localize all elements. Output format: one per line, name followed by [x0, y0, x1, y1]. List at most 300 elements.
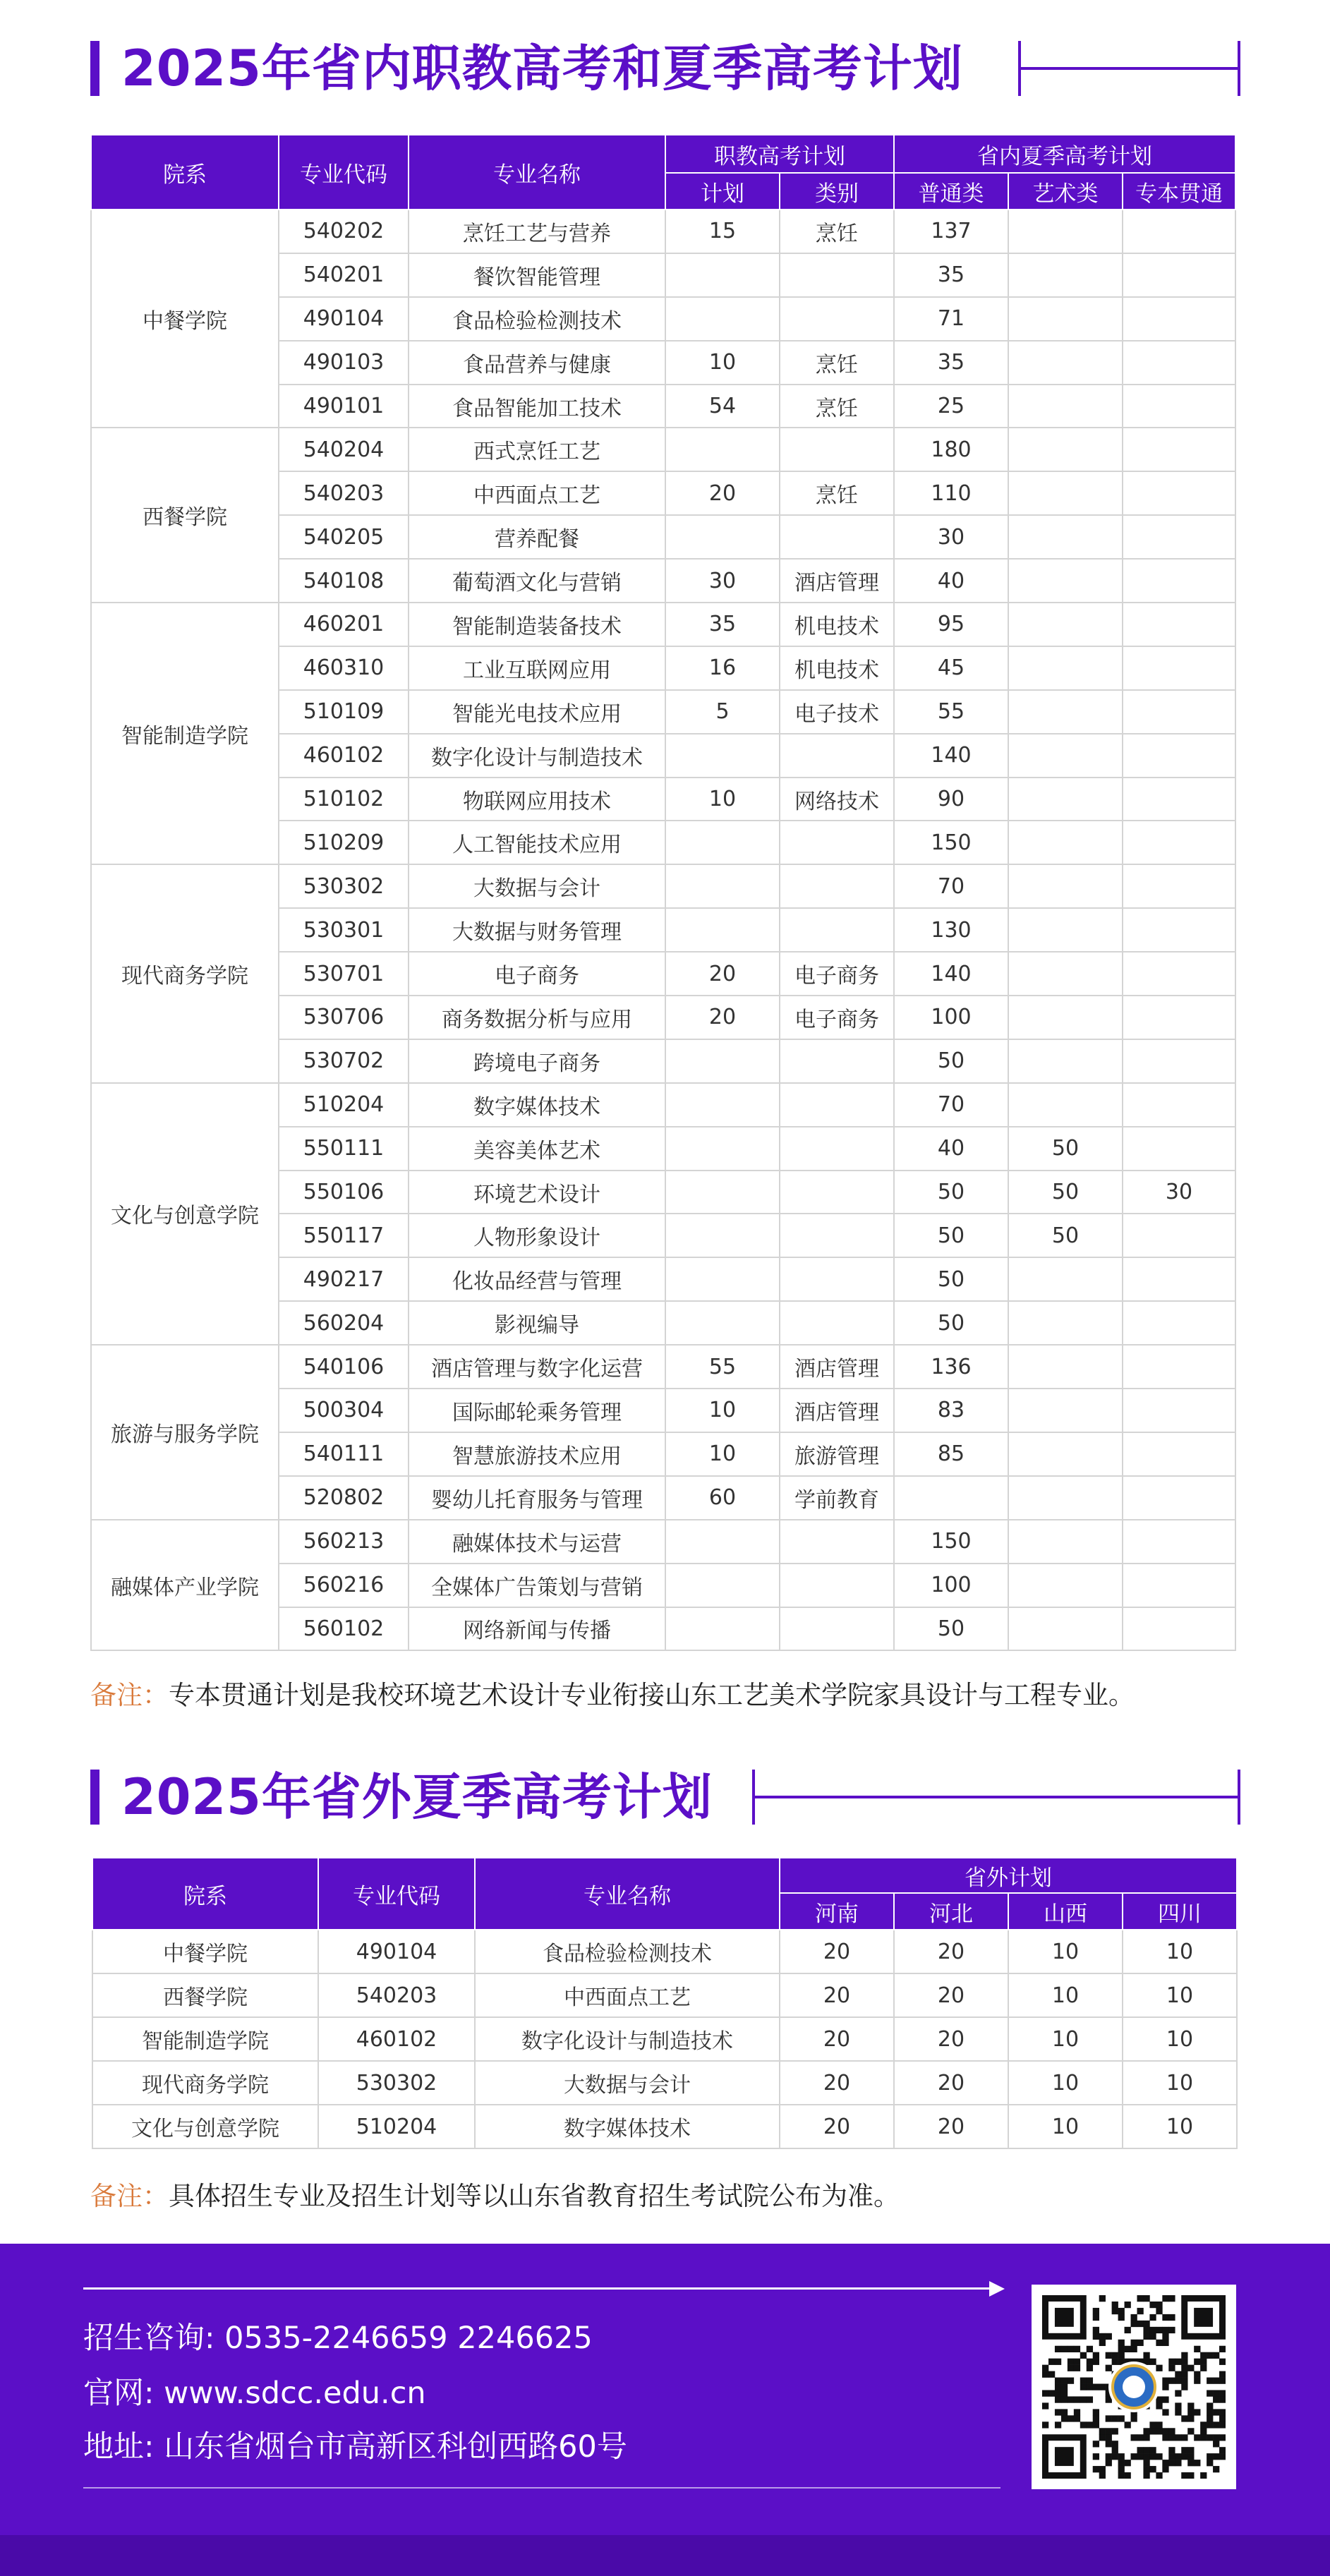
table-row: [91, 1083, 1235, 1127]
art-cell: [1008, 341, 1123, 385]
art-cell: [1008, 1345, 1123, 1389]
category-cell: [780, 1039, 894, 1083]
plan-cell: 55: [665, 1345, 780, 1389]
bridge-cell: [1123, 734, 1235, 778]
province-value-cell: 20: [894, 2061, 1008, 2105]
art-cell: [1008, 1432, 1123, 1476]
plan-cell: [665, 1301, 780, 1345]
province-value-cell: 20: [894, 2105, 1008, 2148]
name-cell: 数字媒体技术: [409, 1083, 665, 1127]
header-code: 专业代码: [279, 135, 409, 210]
plan-cell: [665, 821, 780, 864]
domestic-plan-table: [90, 134, 1236, 1651]
art-cell: [1008, 734, 1123, 778]
title-accent-bar: [90, 1770, 99, 1825]
code-cell: 510209: [279, 821, 409, 864]
category-cell: 旅游管理: [780, 1432, 894, 1476]
art-cell: [1008, 690, 1123, 734]
province-value-cell: 20: [780, 2061, 894, 2105]
bridge-cell: [1123, 341, 1235, 385]
section1-note: [90, 1674, 1135, 1712]
category-cell: [780, 253, 894, 297]
name-cell: 美容美体艺术: [409, 1127, 665, 1171]
name-cell: 酒店管理与数字化运营: [409, 1345, 665, 1389]
plan-cell: [665, 1127, 780, 1171]
art-cell: [1008, 559, 1123, 603]
general-cell: 70: [894, 1083, 1008, 1127]
bridge-cell: [1123, 1607, 1235, 1651]
code-cell: 540106: [279, 1345, 409, 1389]
code-cell: 540203: [279, 471, 409, 515]
general-cell: 50: [894, 1039, 1008, 1083]
province-value-cell: 20: [894, 1930, 1008, 1973]
note-label: 备注：: [90, 2181, 169, 2211]
general-cell: 50: [894, 1607, 1008, 1651]
plan-cell: 10: [665, 341, 780, 385]
code-cell: 560216: [279, 1564, 409, 1607]
category-cell: 电子商务: [780, 952, 894, 996]
bridge-cell: [1123, 690, 1235, 734]
table-row: [91, 428, 1235, 471]
general-cell: 71: [894, 297, 1008, 341]
contact-website[interactable]: 官网: www.sdcc.edu.cn: [83, 2376, 426, 2411]
header-vocational-category: 类别: [780, 173, 894, 210]
header-code: 专业代码: [318, 1858, 475, 1930]
general-cell: 40: [894, 559, 1008, 603]
art-cell: [1008, 952, 1123, 996]
province-value-cell: 20: [780, 1973, 894, 2017]
code-cell: 460102: [318, 2017, 475, 2061]
plan-cell: 54: [665, 385, 780, 428]
category-cell: 酒店管理: [780, 1345, 894, 1389]
art-cell: [1008, 297, 1123, 341]
dept-cell: 智能制造学院: [91, 603, 279, 864]
header-out-province-group: 省外计划: [780, 1858, 1237, 1893]
province-value-cell: 20: [780, 2105, 894, 2148]
code-cell: 550117: [279, 1214, 409, 1257]
category-cell: 机电技术: [780, 646, 894, 690]
header-summer-general: 普通类: [894, 173, 1008, 210]
plan-cell: [665, 1520, 780, 1564]
header-province-hebei: 河北: [894, 1893, 1008, 1930]
category-cell: [780, 297, 894, 341]
code-cell: 460310: [279, 646, 409, 690]
dept-cell: 现代商务学院: [92, 2061, 318, 2105]
general-cell: 95: [894, 603, 1008, 646]
category-cell: 烹饪: [780, 471, 894, 515]
code-cell: 540204: [279, 428, 409, 471]
name-cell: 智慧旅游技术应用: [409, 1432, 665, 1476]
code-cell: 460201: [279, 603, 409, 646]
category-cell: [780, 734, 894, 778]
bridge-cell: [1123, 1127, 1235, 1171]
general-cell: [894, 1476, 1008, 1520]
note-text: 具体招生专业及招生计划等以山东省教育招生考试院公布为准。: [169, 2181, 900, 2211]
general-cell: 30: [894, 515, 1008, 559]
dept-cell: 中餐学院: [92, 1930, 318, 1973]
header-name: 专业名称: [409, 135, 665, 210]
header-name: 专业名称: [475, 1858, 780, 1930]
code-cell: 530302: [279, 864, 409, 908]
name-cell: 国际邮轮乘务管理: [409, 1389, 665, 1432]
art-cell: [1008, 1476, 1123, 1520]
code-cell: 550106: [279, 1171, 409, 1214]
name-cell: 大数据与会计: [475, 2061, 780, 2105]
header-province-shanxi: 山西: [1008, 1893, 1123, 1930]
plan-cell: 10: [665, 1432, 780, 1476]
name-cell: 电子商务: [409, 952, 665, 996]
name-cell: 大数据与会计: [409, 864, 665, 908]
category-cell: [780, 908, 894, 952]
art-cell: [1008, 1389, 1123, 1432]
code-cell: 490103: [279, 341, 409, 385]
name-cell: 食品营养与健康: [409, 341, 665, 385]
bridge-cell: [1123, 559, 1235, 603]
name-cell: 网络新闻与传播: [409, 1607, 665, 1651]
category-cell: [780, 1171, 894, 1214]
code-cell: 540201: [279, 253, 409, 297]
code-cell: 560204: [279, 1301, 409, 1345]
bridge-cell: [1123, 908, 1235, 952]
bridge-cell: [1123, 1520, 1235, 1564]
category-cell: [780, 864, 894, 908]
name-cell: 营养配餐: [409, 515, 665, 559]
general-cell: 50: [894, 1171, 1008, 1214]
province-value-cell: 10: [1123, 1973, 1237, 2017]
code-cell: 530301: [279, 908, 409, 952]
general-cell: 35: [894, 341, 1008, 385]
category-cell: [780, 1214, 894, 1257]
art-cell: [1008, 603, 1123, 646]
title-accent-bar: [90, 41, 99, 96]
table-row: [92, 2105, 1237, 2148]
code-cell: 520802: [279, 1476, 409, 1520]
general-cell: 140: [894, 734, 1008, 778]
category-cell: [780, 428, 894, 471]
bridge-cell: [1123, 210, 1235, 253]
bridge-cell: [1123, 864, 1235, 908]
code-cell: 490104: [279, 297, 409, 341]
plan-cell: 20: [665, 996, 780, 1039]
table-row: [92, 1973, 1237, 2017]
art-cell: [1008, 210, 1123, 253]
plan-cell: 5: [665, 690, 780, 734]
header-dept: 院系: [92, 1858, 318, 1930]
province-value-cell: 20: [780, 2017, 894, 2061]
name-cell: 智能制造装备技术: [409, 603, 665, 646]
dept-cell: 文化与创意学院: [92, 2105, 318, 2148]
general-cell: 150: [894, 1520, 1008, 1564]
name-cell: 人物形象设计: [409, 1214, 665, 1257]
category-cell: 酒店管理: [780, 559, 894, 603]
province-value-cell: 10: [1123, 2105, 1237, 2148]
note-label: 备注：: [90, 1680, 169, 1710]
general-cell: 140: [894, 952, 1008, 996]
category-cell: 网络技术: [780, 778, 894, 821]
art-cell: [1008, 778, 1123, 821]
general-cell: 150: [894, 821, 1008, 864]
plan-cell: [665, 253, 780, 297]
name-cell: 数字化设计与制造技术: [409, 734, 665, 778]
code-cell: 550111: [279, 1127, 409, 1171]
bridge-cell: [1123, 1432, 1235, 1476]
title-decoration-line: [752, 1770, 1240, 1825]
bridge-cell: [1123, 1564, 1235, 1607]
category-cell: [780, 515, 894, 559]
general-cell: 83: [894, 1389, 1008, 1432]
art-cell: [1008, 1301, 1123, 1345]
general-cell: 100: [894, 1564, 1008, 1607]
general-cell: 50: [894, 1301, 1008, 1345]
plan-cell: [665, 515, 780, 559]
bridge-cell: [1123, 646, 1235, 690]
art-cell: [1008, 646, 1123, 690]
plan-cell: 15: [665, 210, 780, 253]
code-cell: 540203: [318, 1973, 475, 2017]
name-cell: 烹饪工艺与营养: [409, 210, 665, 253]
general-cell: 180: [894, 428, 1008, 471]
dept-cell: 西餐学院: [91, 428, 279, 603]
category-cell: 电子商务: [780, 996, 894, 1039]
art-cell: [1008, 1083, 1123, 1127]
plan-cell: [665, 1214, 780, 1257]
table-row: [91, 1345, 1235, 1389]
plan-cell: [665, 734, 780, 778]
category-cell: [780, 1127, 894, 1171]
bridge-cell: [1123, 1301, 1235, 1345]
plan-cell: 30: [665, 559, 780, 603]
province-value-cell: 10: [1008, 2061, 1123, 2105]
plan-cell: [665, 1083, 780, 1127]
name-cell: 智能光电技术应用: [409, 690, 665, 734]
name-cell: 跨境电子商务: [409, 1039, 665, 1083]
general-cell: 100: [894, 996, 1008, 1039]
code-cell: 540202: [279, 210, 409, 253]
plan-cell: 60: [665, 1476, 780, 1520]
code-cell: 530702: [279, 1039, 409, 1083]
header-summer-bridge: 专本贯通: [1123, 173, 1235, 210]
code-cell: 510109: [279, 690, 409, 734]
dept-cell: 旅游与服务学院: [91, 1345, 279, 1520]
table-row: [92, 2017, 1237, 2061]
footer-bottom-band: [0, 2535, 1330, 2576]
code-cell: 490217: [279, 1257, 409, 1301]
out-of-province-plan-table: [92, 1857, 1238, 2149]
province-value-cell: 10: [1008, 2105, 1123, 2148]
plan-cell: [665, 864, 780, 908]
table-row: [92, 2061, 1237, 2105]
province-value-cell: 20: [894, 2017, 1008, 2061]
category-cell: 烹饪: [780, 385, 894, 428]
art-cell: [1008, 515, 1123, 559]
bridge-cell: [1123, 952, 1235, 996]
plan-cell: [665, 1607, 780, 1651]
plan-cell: [665, 1257, 780, 1301]
header-dept: 院系: [91, 135, 279, 210]
plan-cell: [665, 428, 780, 471]
province-value-cell: 10: [1008, 1930, 1123, 1973]
category-cell: [780, 1564, 894, 1607]
category-cell: 学前教育: [780, 1476, 894, 1520]
header-summer-art: 艺术类: [1008, 173, 1123, 210]
plan-cell: 20: [665, 471, 780, 515]
category-cell: [780, 1520, 894, 1564]
footer-divider: [83, 2487, 1000, 2489]
section2-header: [90, 1765, 1240, 1829]
code-cell: 530706: [279, 996, 409, 1039]
category-cell: [780, 1083, 894, 1127]
art-cell: [1008, 1039, 1123, 1083]
general-cell: 40: [894, 1127, 1008, 1171]
section1-title: 2025年省内职教高考和夏季高考计划: [121, 40, 963, 97]
table-row: [92, 1930, 1237, 1973]
bridge-cell: [1123, 603, 1235, 646]
province-value-cell: 10: [1123, 2061, 1237, 2105]
footer: [0, 2244, 1330, 2576]
art-cell: [1008, 1607, 1123, 1651]
general-cell: 137: [894, 210, 1008, 253]
qr-code-icon: [1032, 2285, 1236, 2489]
art-cell: [1008, 996, 1123, 1039]
name-cell: 中西面点工艺: [475, 1973, 780, 2017]
province-value-cell: 10: [1123, 1930, 1237, 1973]
bridge-cell: [1123, 1389, 1235, 1432]
general-cell: 35: [894, 253, 1008, 297]
code-cell: 510204: [279, 1083, 409, 1127]
province-value-cell: 10: [1008, 2017, 1123, 2061]
plan-cell: 10: [665, 1389, 780, 1432]
bridge-cell: [1123, 253, 1235, 297]
province-value-cell: 20: [894, 1973, 1008, 2017]
bridge-cell: [1123, 1257, 1235, 1301]
name-cell: 商务数据分析与应用: [409, 996, 665, 1039]
title-decoration-line: [1018, 41, 1240, 96]
art-cell: [1008, 1564, 1123, 1607]
header-vocational-plan: 计划: [665, 173, 780, 210]
category-cell: 烹饪: [780, 210, 894, 253]
general-cell: 90: [894, 778, 1008, 821]
contact-address: 地址: 山东省烟台市高新区科创西路60号: [83, 2429, 627, 2465]
bridge-cell: [1123, 385, 1235, 428]
bridge-cell: [1123, 428, 1235, 471]
general-cell: 70: [894, 864, 1008, 908]
table-row: [91, 603, 1235, 646]
arrow-line: [83, 2287, 993, 2290]
plan-cell: 10: [665, 778, 780, 821]
header-province-sichuan: 四川: [1123, 1893, 1237, 1930]
category-cell: 电子技术: [780, 690, 894, 734]
name-cell: 数字化设计与制造技术: [475, 2017, 780, 2061]
dept-cell: 现代商务学院: [91, 864, 279, 1082]
arrow-right-icon: [989, 2281, 1005, 2297]
code-cell: 530302: [318, 2061, 475, 2105]
code-cell: 540108: [279, 559, 409, 603]
general-cell: 136: [894, 1345, 1008, 1389]
name-cell: 餐饮智能管理: [409, 253, 665, 297]
section1-header: [90, 37, 1240, 100]
name-cell: 婴幼儿托育服务与管理: [409, 1476, 665, 1520]
art-cell: 50: [1008, 1171, 1123, 1214]
bridge-cell: [1123, 1083, 1235, 1127]
general-cell: 25: [894, 385, 1008, 428]
code-cell: 510204: [318, 2105, 475, 2148]
code-cell: 490104: [318, 1930, 475, 1973]
dept-cell: 文化与创意学院: [91, 1083, 279, 1345]
note-text: 专本贯通计划是我校环境艺术设计专业衔接山东工艺美术学院家具设计与工程专业。: [169, 1680, 1135, 1710]
category-cell: 酒店管理: [780, 1389, 894, 1432]
plan-cell: 16: [665, 646, 780, 690]
contact-phone: 招生咨询: 0535-2246659 2246625: [83, 2321, 593, 2356]
general-cell: 45: [894, 646, 1008, 690]
art-cell: [1008, 821, 1123, 864]
general-cell: 55: [894, 690, 1008, 734]
dept-cell: 融媒体产业学院: [91, 1520, 279, 1651]
general-cell: 85: [894, 1432, 1008, 1476]
category-cell: [780, 1607, 894, 1651]
art-cell: [1008, 428, 1123, 471]
name-cell: 大数据与财务管理: [409, 908, 665, 952]
bridge-cell: [1123, 778, 1235, 821]
general-cell: 50: [894, 1214, 1008, 1257]
plan-cell: [665, 297, 780, 341]
dept-cell: 西餐学院: [92, 1973, 318, 2017]
category-cell: [780, 821, 894, 864]
bridge-cell: [1123, 996, 1235, 1039]
dept-cell: 中餐学院: [91, 210, 279, 428]
name-cell: 环境艺术设计: [409, 1171, 665, 1214]
bridge-cell: [1123, 1476, 1235, 1520]
plan-cell: 35: [665, 603, 780, 646]
bridge-cell: [1123, 297, 1235, 341]
category-cell: 烹饪: [780, 341, 894, 385]
header-vocational-group: 职教高考计划: [665, 135, 894, 173]
name-cell: 食品检验检测技术: [475, 1930, 780, 1973]
name-cell: 西式烹饪工艺: [409, 428, 665, 471]
art-cell: 50: [1008, 1214, 1123, 1257]
name-cell: 物联网应用技术: [409, 778, 665, 821]
name-cell: 影视编导: [409, 1301, 665, 1345]
name-cell: 葡萄酒文化与营销: [409, 559, 665, 603]
dept-cell: 智能制造学院: [92, 2017, 318, 2061]
category-cell: [780, 1301, 894, 1345]
province-value-cell: 10: [1008, 1973, 1123, 2017]
code-cell: 540205: [279, 515, 409, 559]
code-cell: 490101: [279, 385, 409, 428]
art-cell: 50: [1008, 1127, 1123, 1171]
name-cell: 全媒体广告策划与营销: [409, 1564, 665, 1607]
province-value-cell: 10: [1123, 2017, 1237, 2061]
section2-title: 2025年省外夏季高考计划: [121, 1768, 713, 1826]
general-cell: 110: [894, 471, 1008, 515]
art-cell: [1008, 253, 1123, 297]
art-cell: [1008, 471, 1123, 515]
name-cell: 数字媒体技术: [475, 2105, 780, 2148]
plan-cell: [665, 1171, 780, 1214]
name-cell: 人工智能技术应用: [409, 821, 665, 864]
province-value-cell: 20: [780, 1930, 894, 1973]
general-cell: 50: [894, 1257, 1008, 1301]
art-cell: [1008, 1257, 1123, 1301]
table-row: [91, 210, 1235, 253]
plan-cell: 20: [665, 952, 780, 996]
name-cell: 化妆品经营与管理: [409, 1257, 665, 1301]
name-cell: 工业互联网应用: [409, 646, 665, 690]
name-cell: 食品检验检测技术: [409, 297, 665, 341]
plan-cell: [665, 1564, 780, 1607]
code-cell: 510102: [279, 778, 409, 821]
name-cell: 融媒体技术与运营: [409, 1520, 665, 1564]
art-cell: [1008, 1520, 1123, 1564]
